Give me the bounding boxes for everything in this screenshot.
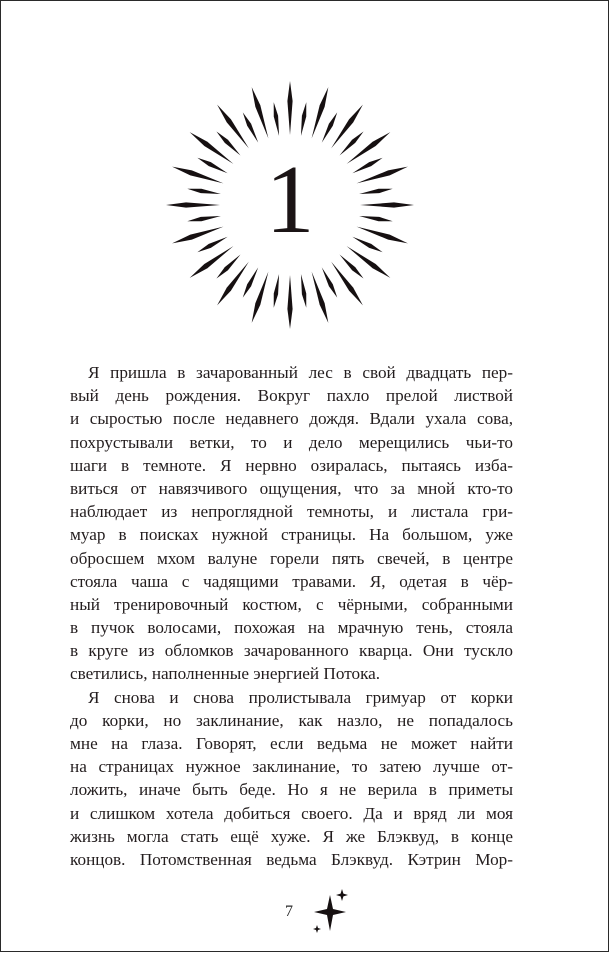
sunburst-ray	[312, 272, 329, 323]
sunburst-ray	[216, 255, 240, 279]
text-line: шаги в темноте. Я нервно озиралась, пытаясь изба-	[70, 455, 513, 475]
sunburst-ray	[322, 267, 337, 297]
sunburst-ray	[252, 272, 269, 323]
sunburst-ray	[190, 246, 234, 278]
text-line: муар в поисках нужной страницы. На большом, уже	[70, 525, 513, 545]
text-line: и сыростью после недавнего дождя. Вдали ухала сова,	[70, 409, 513, 429]
text-line: светились, наполненные энергией Потока.	[70, 664, 381, 684]
sunburst-ray	[274, 274, 279, 308]
paragraph	[70, 361, 513, 686]
text-line: Я пришла в зачарованный лес в свой двадцать пер-	[88, 363, 513, 382]
sunburst-ray	[217, 105, 249, 149]
text-line: наблюдает из непроглядной темноты, и листала гри-	[70, 502, 513, 522]
sunburst-ray	[347, 246, 391, 278]
chapter-body-text	[70, 361, 513, 871]
paragraph	[70, 686, 513, 872]
text-line: в круге из обломков зачарованного кварца. Они тускло	[70, 641, 513, 661]
text-line: ный тренировочный костюм, с чёрными, собранными	[70, 594, 513, 614]
sparkle-stars-icon	[308, 887, 352, 937]
text-line: до корки, но заклинание, как назло, не попадалось	[70, 710, 513, 730]
text-line: стояла чаша с чадящими травами. Я, одетая в чёр-	[70, 571, 513, 591]
text-line: и слишком хотела добиться своего. Да и вряд ли моя	[70, 803, 513, 823]
sunburst-ray	[331, 105, 363, 149]
sparkle-star-tiny-icon	[313, 925, 321, 933]
sunburst-ray	[331, 262, 363, 306]
text-line: на страницах нужное заклинание, то затею лучше от-	[70, 757, 513, 777]
sunburst-ray	[243, 112, 258, 142]
sunburst-ray	[252, 87, 269, 138]
text-line: мне на глаза. Говорят, если ведьма не может найти	[70, 734, 513, 753]
text-line: виться от навязчивого ощущения, что за мной кто-то	[70, 478, 513, 498]
sunburst-ray	[243, 267, 258, 297]
text-line: Я снова и снова пролистывала гримуар от корки	[88, 687, 513, 707]
text-line: похрустывали ветки, то и дело мерещились чьи-то	[70, 432, 513, 452]
sunburst-ray	[287, 275, 292, 329]
page-number: 7	[285, 903, 293, 920]
sunburst-ray	[301, 102, 306, 136]
sunburst-ray	[312, 87, 329, 138]
sunburst-ray	[340, 255, 364, 279]
text-line: концов. Потомственная ведьма Блэквуд. Кэтрин Мор-	[70, 849, 513, 869]
chapter-number: 1	[265, 146, 315, 254]
sunburst-ray	[274, 102, 279, 136]
text-line: ложить, иначе быть беде. Но я не верила в приметы	[70, 780, 513, 800]
sunburst-ray	[301, 274, 306, 308]
sunburst-ray	[287, 81, 292, 135]
sunburst-ray	[217, 262, 249, 306]
sparkle-star-small-icon	[336, 889, 348, 901]
sparkle-star-large-icon	[314, 895, 346, 931]
sunburst-ray	[322, 112, 337, 142]
text-line: жизнь могла стать ещё хуже. Я же Блэквуд, в конце	[70, 826, 513, 846]
text-line: вый день рождения. Вокруг пахло прелой листвой	[70, 386, 513, 406]
text-line: в пучок волосами, похожая на мрачную тень, стояла	[70, 618, 513, 638]
text-line: обросшем мхом валуне горели пять свечей, в центре	[70, 548, 513, 568]
